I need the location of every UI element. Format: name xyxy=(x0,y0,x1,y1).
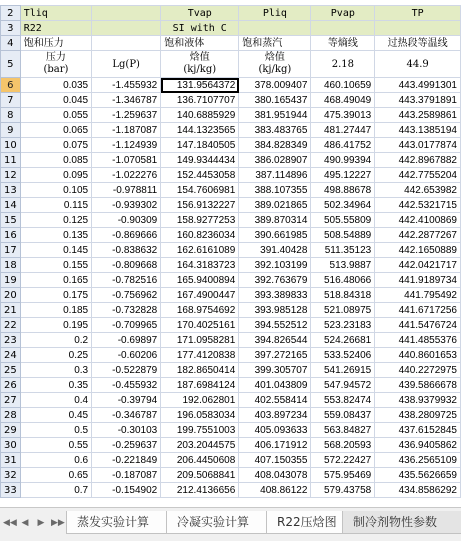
cell[interactable]: 0.055 xyxy=(20,108,91,123)
cell[interactable]: -0.221849 xyxy=(92,453,161,468)
cell[interactable]: 495.12227 xyxy=(311,168,375,183)
row-header[interactable]: 22 xyxy=(1,318,21,333)
cell[interactable]: 0.3 xyxy=(20,363,91,378)
cell[interactable]: 399.305707 xyxy=(239,363,311,378)
cell[interactable]: 140.6885929 xyxy=(161,108,239,123)
row-header[interactable]: 5 xyxy=(1,51,21,78)
cell[interactable]: 0.25 xyxy=(20,348,91,363)
cell[interactable]: 513.9887 xyxy=(311,258,375,273)
cell[interactable]: -0.154902 xyxy=(92,483,161,498)
cell[interactable]: 0.145 xyxy=(20,243,91,258)
sheet-row xyxy=(1,108,461,123)
cell[interactable]: 508.54889 xyxy=(311,228,375,243)
row-header[interactable]: 12 xyxy=(1,168,21,183)
cell[interactable]: 136.7107707 xyxy=(161,93,239,108)
cell[interactable]: 579.43758 xyxy=(311,483,375,498)
cell[interactable]: 441.5476724 xyxy=(375,318,461,333)
cell[interactable]: 0.35 xyxy=(20,378,91,393)
cell[interactable] xyxy=(92,36,161,51)
cell[interactable]: 521.08975 xyxy=(311,303,375,318)
sheet-tab-r22-ph-chart[interactable]: R22压焓图 xyxy=(266,511,350,534)
cell[interactable]: 饱和液体 xyxy=(161,36,239,51)
cell[interactable]: 192.062801 xyxy=(161,393,239,408)
cell[interactable]: -1.259637 xyxy=(92,108,161,123)
row-header[interactable]: 10 xyxy=(1,138,21,153)
cell[interactable]: -0.60206 xyxy=(92,348,161,363)
cell[interactable]: 0.155 xyxy=(20,258,91,273)
sheet-row xyxy=(1,363,461,378)
cell[interactable]: TP xyxy=(375,6,461,21)
sheet-row xyxy=(1,468,461,483)
cell[interactable]: 0.095 xyxy=(20,168,91,183)
cell[interactable]: 378.009407 xyxy=(239,78,311,93)
sheet-row xyxy=(1,288,461,303)
cell[interactable]: 440.8601653 xyxy=(375,348,461,363)
cell[interactable]: 0.165 xyxy=(20,273,91,288)
cell[interactable]: 饱和蒸汽 xyxy=(239,36,311,51)
cell[interactable]: 182.8650414 xyxy=(161,363,239,378)
cell[interactable]: 547.94572 xyxy=(311,378,375,393)
first-sheet-nav-icon[interactable]: ◀◀ xyxy=(3,518,17,528)
cell[interactable]: -0.782516 xyxy=(92,273,161,288)
cell[interactable]: 524.26681 xyxy=(311,333,375,348)
cell[interactable]: 438.9379932 xyxy=(375,393,461,408)
cell[interactable]: 0.065 xyxy=(20,123,91,138)
row-header[interactable]: 19 xyxy=(1,273,21,288)
cell[interactable]: -0.69897 xyxy=(92,333,161,348)
cell[interactable]: 187.6984124 xyxy=(161,378,239,393)
cell[interactable]: 199.7551003 xyxy=(161,423,239,438)
cell[interactable]: 389.870314 xyxy=(239,213,311,228)
cell[interactable]: 388.107355 xyxy=(239,183,311,198)
cell[interactable]: 0.2 xyxy=(20,333,91,348)
row-header[interactable]: 28 xyxy=(1,408,21,423)
cell[interactable]: 403.897234 xyxy=(239,408,311,423)
cell[interactable]: 434.8586292 xyxy=(375,483,461,498)
cell[interactable]: 2.18 xyxy=(311,51,375,78)
cell[interactable]: 0.175 xyxy=(20,288,91,303)
row-header[interactable]: 8 xyxy=(1,108,21,123)
cell[interactable]: 442.0421717 xyxy=(375,258,461,273)
cell[interactable]: 165.9400894 xyxy=(161,273,239,288)
cell[interactable]: -0.90309 xyxy=(92,213,161,228)
cell[interactable]: 393.389833 xyxy=(239,288,311,303)
cell[interactable]: 177.4120838 xyxy=(161,348,239,363)
row-header[interactable]: 2 xyxy=(1,6,21,21)
cell[interactable]: 164.3183723 xyxy=(161,258,239,273)
cell[interactable]: 392.763679 xyxy=(239,273,311,288)
cell[interactable]: -0.732828 xyxy=(92,303,161,318)
cell[interactable]: 563.84827 xyxy=(311,423,375,438)
cell[interactable]: 171.0958281 xyxy=(161,333,239,348)
sheet-tab-evaporation[interactable]: 蒸发实验计算 xyxy=(66,511,174,534)
cell[interactable]: 0.105 xyxy=(20,183,91,198)
cell[interactable]: Tliq xyxy=(20,6,91,21)
cell[interactable]: 394.552512 xyxy=(239,318,311,333)
cell[interactable]: 572.22427 xyxy=(311,453,375,468)
sheet-row xyxy=(1,138,461,153)
row-header[interactable]: 32 xyxy=(1,468,21,483)
sheet-row xyxy=(1,153,461,168)
sheet-row xyxy=(1,198,461,213)
cell[interactable]: 391.40428 xyxy=(239,243,311,258)
cell[interactable] xyxy=(311,21,375,36)
cell[interactable]: -1.070581 xyxy=(92,153,161,168)
cell[interactable]: 0.125 xyxy=(20,213,91,228)
cell[interactable]: -0.809668 xyxy=(92,258,161,273)
cell[interactable]: 441.6717256 xyxy=(375,303,461,318)
row-header[interactable]: 21 xyxy=(1,303,21,318)
cell[interactable]: 0.135 xyxy=(20,228,91,243)
cell[interactable]: 468.49049 xyxy=(311,93,375,108)
cell[interactable]: 131.9564372 xyxy=(161,78,239,93)
cell[interactable]: -1.124939 xyxy=(92,138,161,153)
row-header[interactable]: 20 xyxy=(1,288,21,303)
cell[interactable]: -0.978811 xyxy=(92,183,161,198)
sheet-row xyxy=(1,213,461,228)
sheet-row xyxy=(1,93,461,108)
cell[interactable]: 559.08437 xyxy=(311,408,375,423)
cell[interactable]: 443.0177874 xyxy=(375,138,461,153)
sheet-row xyxy=(1,303,461,318)
cell[interactable]: 144.1323565 xyxy=(161,123,239,138)
cell[interactable]: -0.187087 xyxy=(92,468,161,483)
cell[interactable]: SI with C xyxy=(161,21,239,36)
sheet-row xyxy=(1,21,461,36)
cell[interactable]: 156.9132227 xyxy=(161,198,239,213)
cell[interactable]: 152.4453058 xyxy=(161,168,239,183)
cell[interactable] xyxy=(92,6,161,21)
row-header[interactable]: 25 xyxy=(1,363,21,378)
cell[interactable]: -0.455932 xyxy=(92,378,161,393)
cell[interactable]: 442.2877267 xyxy=(375,228,461,243)
cell[interactable]: 435.5626659 xyxy=(375,468,461,483)
cell[interactable]: 0.45 xyxy=(20,408,91,423)
sheet-row xyxy=(1,123,461,138)
cell[interactable]: 498.88678 xyxy=(311,183,375,198)
cell[interactable]: 502.34964 xyxy=(311,198,375,213)
prev-sheet-nav-icon[interactable]: ◀ xyxy=(21,518,29,528)
cell[interactable]: 390.661985 xyxy=(239,228,311,243)
cell[interactable]: 196.0583034 xyxy=(161,408,239,423)
sheet-row xyxy=(1,228,461,243)
cell[interactable] xyxy=(92,21,161,36)
cell[interactable]: 167.4900447 xyxy=(161,288,239,303)
cell[interactable]: 393.985128 xyxy=(239,303,311,318)
cell[interactable]: 212.4136656 xyxy=(161,483,239,498)
cell[interactable]: 389.021865 xyxy=(239,198,311,213)
cell[interactable]: 405.093633 xyxy=(239,423,311,438)
row-header[interactable]: 11 xyxy=(1,153,21,168)
sheet-row xyxy=(1,483,461,498)
sheet-row xyxy=(1,183,461,198)
row-header[interactable]: 18 xyxy=(1,258,21,273)
cell[interactable]: 147.1840505 xyxy=(161,138,239,153)
sheet-tab-condensation[interactable]: 冷凝实验计算 xyxy=(166,511,274,534)
sheet-tab-bar xyxy=(0,507,461,541)
cell[interactable]: 533.52406 xyxy=(311,348,375,363)
row-header[interactable]: 9 xyxy=(1,123,21,138)
cell[interactable]: 401.043809 xyxy=(239,378,311,393)
cell[interactable]: 386.028907 xyxy=(239,153,311,168)
cell[interactable]: 383.483765 xyxy=(239,123,311,138)
sheet-row xyxy=(1,318,461,333)
cell[interactable]: 460.10659 xyxy=(311,78,375,93)
cell[interactable]: 402.558414 xyxy=(239,393,311,408)
cell[interactable]: 439.5866678 xyxy=(375,378,461,393)
last-sheet-nav-icon[interactable]: ▶▶ xyxy=(51,518,65,528)
row-header[interactable]: 3 xyxy=(1,21,21,36)
row-header[interactable]: 7 xyxy=(1,93,21,108)
cell[interactable]: 394.826544 xyxy=(239,333,311,348)
cell[interactable]: 575.95469 xyxy=(311,468,375,483)
row-header[interactable]: 14 xyxy=(1,198,21,213)
sheet-row xyxy=(1,453,461,468)
cell[interactable]: 442.8967882 xyxy=(375,153,461,168)
row-header[interactable]: 23 xyxy=(1,333,21,348)
sheet-row xyxy=(1,168,461,183)
row-header[interactable]: 15 xyxy=(1,213,21,228)
sheet-row xyxy=(1,273,461,288)
row-header[interactable]: 30 xyxy=(1,438,21,453)
cell[interactable]: -1.455932 xyxy=(92,78,161,93)
cell[interactable]: -1.187087 xyxy=(92,123,161,138)
cell[interactable]: -0.709965 xyxy=(92,318,161,333)
cell[interactable]: Pvap xyxy=(311,6,375,21)
cell[interactable]: 0.65 xyxy=(20,468,91,483)
sheet-row xyxy=(1,51,461,78)
cell-line: 焓值 xyxy=(264,52,285,63)
row-header[interactable]: 24 xyxy=(1,348,21,363)
cell[interactable]: 553.82474 xyxy=(311,393,375,408)
cell[interactable]: 436.9405862 xyxy=(375,438,461,453)
row-header[interactable]: 27 xyxy=(1,393,21,408)
cell[interactable]: 0.4 xyxy=(20,393,91,408)
row-header[interactable]: 4 xyxy=(1,36,21,51)
cell[interactable]: 475.39013 xyxy=(311,108,375,123)
cell[interactable]: -1.346787 xyxy=(92,93,161,108)
cell[interactable]: -0.39794 xyxy=(92,393,161,408)
row-header[interactable]: 16 xyxy=(1,228,21,243)
cell[interactable]: 203.2044575 xyxy=(161,438,239,453)
cell[interactable] xyxy=(375,21,461,36)
cell[interactable]: 387.114896 xyxy=(239,168,311,183)
cell[interactable]: 440.2272975 xyxy=(375,363,461,378)
cell[interactable]: -0.838632 xyxy=(92,243,161,258)
cell[interactable]: 0.075 xyxy=(20,138,91,153)
cell[interactable]: 0.6 xyxy=(20,453,91,468)
row-header[interactable]: 26 xyxy=(1,378,21,393)
cell[interactable]: 158.9277253 xyxy=(161,213,239,228)
cell[interactable]: 380.165437 xyxy=(239,93,311,108)
cell[interactable]: 442.7755204 xyxy=(375,168,461,183)
cell[interactable]: 0.5 xyxy=(20,423,91,438)
cell[interactable]: 154.7606981 xyxy=(161,183,239,198)
cell[interactable]: 523.23183 xyxy=(311,318,375,333)
sheet-tab-refrigerant-props[interactable]: 制冷剂物性参数 xyxy=(342,511,461,534)
cell[interactable]: 381.951944 xyxy=(239,108,311,123)
cell[interactable]: 442.653982 xyxy=(375,183,461,198)
cell[interactable]: 0.7 xyxy=(20,483,91,498)
cell[interactable]: 406.171912 xyxy=(239,438,311,453)
cell[interactable]: -0.259637 xyxy=(92,438,161,453)
sheet-row xyxy=(1,78,461,93)
cell[interactable]: 384.828349 xyxy=(239,138,311,153)
cell[interactable] xyxy=(239,51,311,78)
cell[interactable]: 442.4100869 xyxy=(375,213,461,228)
cell[interactable]: 0.55 xyxy=(20,438,91,453)
sheet-row xyxy=(1,348,461,363)
cell[interactable]: Lg(P) xyxy=(92,51,161,78)
cell[interactable]: 饱和压力 xyxy=(20,36,91,51)
cell[interactable]: 486.41752 xyxy=(311,138,375,153)
cell[interactable]: -0.869666 xyxy=(92,228,161,243)
cell[interactable]: 408.86122 xyxy=(239,483,311,498)
cell[interactable]: Pliq xyxy=(239,6,311,21)
cell[interactable]: -0.756962 xyxy=(92,288,161,303)
cell[interactable]: 407.150355 xyxy=(239,453,311,468)
cell[interactable]: 162.6161089 xyxy=(161,243,239,258)
next-sheet-nav-icon[interactable]: ▶ xyxy=(37,518,45,528)
cell[interactable]: 441.9189734 xyxy=(375,273,461,288)
cell[interactable]: 0.035 xyxy=(20,78,91,93)
cell[interactable]: 568.20593 xyxy=(311,438,375,453)
row-header[interactable]: 17 xyxy=(1,243,21,258)
cell[interactable]: -0.939302 xyxy=(92,198,161,213)
cell-line: (kj/kg) xyxy=(183,64,217,75)
cell[interactable]: 442.5321715 xyxy=(375,198,461,213)
cell-line: 焓值 xyxy=(189,52,210,63)
cell[interactable]: 0.195 xyxy=(20,318,91,333)
worksheet-table xyxy=(0,5,461,498)
cell[interactable]: 490.99394 xyxy=(311,153,375,168)
cell-line: (kj/kg) xyxy=(258,64,292,75)
cell[interactable]: 511.35123 xyxy=(311,243,375,258)
cell[interactable]: Tvap xyxy=(161,6,239,21)
cell[interactable]: 443.3791891 xyxy=(375,93,461,108)
cell[interactable]: 516.48066 xyxy=(311,273,375,288)
cell[interactable]: -1.022276 xyxy=(92,168,161,183)
cell[interactable] xyxy=(20,51,91,78)
row-header[interactable]: 13 xyxy=(1,183,21,198)
sheet-row xyxy=(1,393,461,408)
sheet-row xyxy=(1,408,461,423)
row-header[interactable]: 6 xyxy=(1,78,21,93)
cell[interactable] xyxy=(239,21,311,36)
cell[interactable]: 过热段等温线 xyxy=(375,36,461,51)
cell[interactable]: 170.4025161 xyxy=(161,318,239,333)
cell[interactable]: 160.8236034 xyxy=(161,228,239,243)
cell[interactable]: 541.26915 xyxy=(311,363,375,378)
cell[interactable]: 397.272165 xyxy=(239,348,311,363)
sheet-row xyxy=(1,438,461,453)
cell[interactable]: 206.4450608 xyxy=(161,453,239,468)
cell[interactable]: -0.346787 xyxy=(92,408,161,423)
cell[interactable]: 0.085 xyxy=(20,153,91,168)
row-header[interactable]: 31 xyxy=(1,453,21,468)
cell[interactable]: 505.55809 xyxy=(311,213,375,228)
cell[interactable]: 443.1385194 xyxy=(375,123,461,138)
cell[interactable]: 等熵线 xyxy=(311,36,375,51)
cell[interactable]: 442.1650889 xyxy=(375,243,461,258)
row-header[interactable]: 33 xyxy=(1,483,21,498)
cell[interactable]: 0.045 xyxy=(20,93,91,108)
sheet-row xyxy=(1,333,461,348)
cell[interactable]: R22 xyxy=(20,21,91,36)
sheet-row xyxy=(1,423,461,438)
cell[interactable]: 0.115 xyxy=(20,198,91,213)
cell[interactable]: 437.6152845 xyxy=(375,423,461,438)
cell[interactable]: 209.5068841 xyxy=(161,468,239,483)
cell[interactable]: 443.4991301 xyxy=(375,78,461,93)
sheet-row xyxy=(1,36,461,51)
sheet-row xyxy=(1,258,461,273)
cell[interactable]: 481.27447 xyxy=(311,123,375,138)
cell[interactable]: 149.9344434 xyxy=(161,153,239,168)
cell[interactable]: -0.30103 xyxy=(92,423,161,438)
cell[interactable]: 392.103199 xyxy=(239,258,311,273)
cell[interactable]: 518.84318 xyxy=(311,288,375,303)
cell[interactable]: -0.522879 xyxy=(92,363,161,378)
sheet-row xyxy=(1,6,461,21)
sheet-row xyxy=(1,378,461,393)
cell[interactable]: 44.9 xyxy=(375,51,461,78)
cell[interactable]: 0.185 xyxy=(20,303,91,318)
cell[interactable]: 408.043078 xyxy=(239,468,311,483)
cell-line: 压力 xyxy=(45,52,66,63)
cell[interactable]: 436.2565109 xyxy=(375,453,461,468)
cell-line: (bar) xyxy=(43,64,69,75)
row-header[interactable]: 29 xyxy=(1,423,21,438)
cell[interactable] xyxy=(161,51,239,78)
cell[interactable]: 441.795492 xyxy=(375,288,461,303)
cell[interactable]: 438.2809725 xyxy=(375,408,461,423)
sheet-row xyxy=(1,243,461,258)
cell[interactable]: 443.2589861 xyxy=(375,108,461,123)
cell[interactable]: 168.9754692 xyxy=(161,303,239,318)
cell[interactable]: 441.4855376 xyxy=(375,333,461,348)
